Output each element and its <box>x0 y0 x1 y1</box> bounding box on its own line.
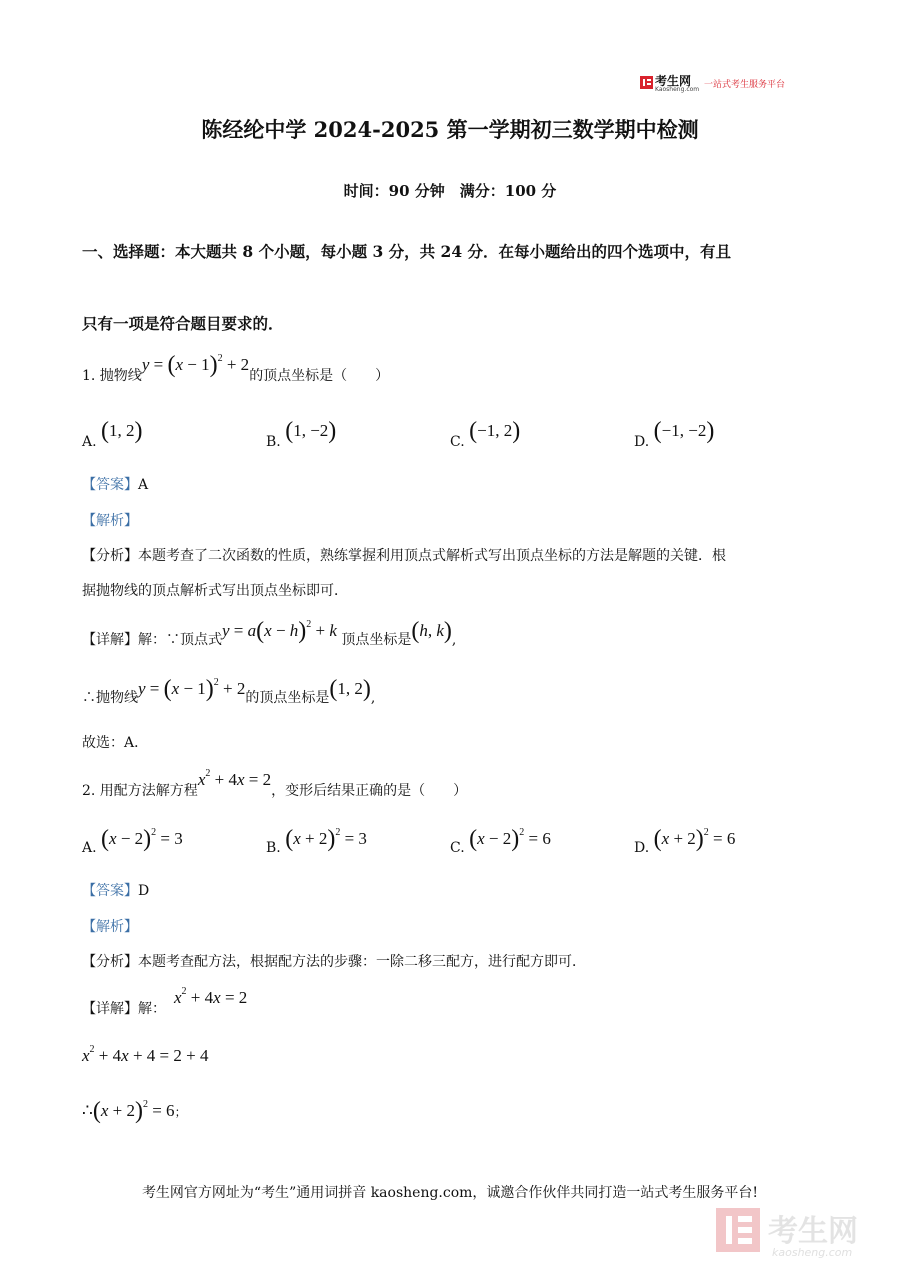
q2-option-c-value: $(x - 2)^2 = 6$ <box>469 826 551 852</box>
q2-stem <box>82 768 468 800</box>
q2-equation: $x^2 + 4x = 2$ <box>197 768 272 789</box>
q2-detail-eq3: ∴(x + 2)$^2$ = 6； <box>82 1098 187 1124</box>
q1-analysis-intro-label: 【分析】 <box>82 548 138 564</box>
q1-equation: $y = (x - 1)^2 + 2$ <box>141 352 250 378</box>
page-footer: 考生网官方网址为“考生”通用词拼音 kaosheng.com，诚邀合作伙伴共同打造一站式考生服务平台! <box>141 1185 759 1201</box>
q1-analysis-text1: 本题考查了二次函数的性质，熟练掌握利用顶点式解析式写出顶点坐标的方法是解题的关键．根 <box>138 548 726 564</box>
q1-option-a-label: A. <box>82 434 97 450</box>
q2-option-d <box>634 826 736 856</box>
q2-detail-eq2: $x^2 + 4x + 4 = 2 + 4$ <box>82 1044 209 1065</box>
section-heading-line2: 只有一项是符合题目要求的． <box>82 314 284 333</box>
section-heading-line1: 一、选择题：本大题共 8 个小题，每小题 3 分，共 24 分．在每小题给出的四个选项中，有且 <box>82 242 732 261</box>
q2-option-d-label: D. <box>634 840 650 856</box>
q1-analysis-label: 【解析】 <box>82 513 138 529</box>
brand-header <box>640 72 786 93</box>
page-title: 陈经纶中学 2024-2025 第一学期初三数学期中检测 <box>201 117 699 142</box>
q1-option-c <box>450 418 521 450</box>
q1-answer-value: A <box>138 477 149 493</box>
watermark <box>716 1206 896 1266</box>
q1-stem <box>82 352 390 389</box>
q1-prefix: 1. 抛物线 <box>82 368 142 384</box>
q1-answer <box>82 474 148 494</box>
q1-option-a-value: (1, 2) <box>101 418 143 444</box>
q1-detail-result: (1, 2) <box>329 676 371 702</box>
q1-suffix: 的顶点坐标是（ ） <box>249 368 390 384</box>
q1-analysis-line2: 据抛物线的顶点解析式写出顶点坐标即可． <box>82 583 348 599</box>
q2-analysis-label: 【解析】 <box>82 919 138 935</box>
brand-slogan: 一站式考生服务平台 <box>704 80 786 90</box>
q1-detail-vertex-form: $y = a(x - h)^2 + k$ <box>222 618 337 644</box>
q1-detail-line2: ∴抛物线$y = (x - 1)^2 + 2$的顶点坐标是(1, 2), <box>82 676 376 706</box>
brand-name: 考生网 <box>655 74 692 88</box>
q2-analysis-line1 <box>82 951 586 971</box>
watermark-name: 考生网 <box>768 1214 858 1249</box>
q2-option-b-value: $(x + 2)^2 = 3$ <box>285 826 367 852</box>
q1-detail-d: 的顶点坐标是 <box>245 690 330 706</box>
q1-detail-parabola: $y = (x - 1)^2 + 2$ <box>138 676 246 702</box>
page-subtitle: 时间：90 分钟 满分：100 分 <box>343 182 557 200</box>
q1-option-c-value: (−1, 2) <box>469 418 521 444</box>
q2-answer <box>82 880 149 900</box>
q1-answer-label: 【答案】 <box>82 477 138 493</box>
q2-detail-line1 <box>82 986 248 1018</box>
q2-option-a-label: A. <box>82 840 97 856</box>
q1-option-d-label: D. <box>634 434 650 450</box>
watermark-domain: kaosheng.com <box>772 1246 853 1259</box>
q1-detail-c: ∴抛物线 <box>82 690 138 706</box>
q2-option-d-value: $(x + 2)^2 = 6$ <box>653 826 736 852</box>
q1-option-d <box>634 418 715 450</box>
q1-choose: 故选：A． <box>82 735 149 751</box>
q1-detail-a: 解：∵顶点式 <box>138 632 222 648</box>
q1-option-b <box>266 418 337 450</box>
q1-detail-b: 顶点坐标是 <box>341 632 412 648</box>
q2-suffix: ，变形后结果正确的是（ ） <box>271 783 468 799</box>
q2-detail-eq1: $x^2 + 4x = 2$ <box>174 986 248 1007</box>
brand-domain: Kaosheng.com <box>655 86 700 93</box>
q2-option-b <box>266 826 367 856</box>
q1-option-d-value: (−1, −2) <box>653 418 715 444</box>
q2-prefix: 2. 用配方法解方程 <box>82 783 198 799</box>
watermark-logo-icon <box>716 1208 760 1252</box>
q2-option-a-value: $(x - 2)^2 = 3$ <box>101 826 183 852</box>
q1-option-b-label: B. <box>266 434 281 450</box>
q1-detail-line1: 【详解】解：∵顶点式$y = a(x - h)^2 + k$ 顶点坐标是(h, k), <box>82 618 457 648</box>
q1-analysis-line1 <box>82 545 726 565</box>
q2-detail-label: 【详解】 <box>82 1001 138 1017</box>
q1-option-c-label: C. <box>450 434 465 450</box>
q2-option-a <box>82 826 183 856</box>
q2-answer-value: D <box>138 883 150 899</box>
q2-option-b-label: B. <box>266 840 281 856</box>
q1-detail-vertex: (h, k) <box>411 618 452 644</box>
q2-answer-label: 【答案】 <box>82 883 138 899</box>
q2-analysis-text1: 本题考查配方法，根据配方法的步骤：一除二移三配方，进行配方即可． <box>138 954 586 970</box>
q1-detail-label: 【详解】 <box>82 632 138 648</box>
q2-option-c <box>450 826 551 856</box>
q2-option-c-label: C. <box>450 840 465 856</box>
q1-option-b-value: (1, −2) <box>285 418 337 444</box>
q1-option-a <box>82 418 143 450</box>
q2-analysis-intro-label: 【分析】 <box>82 954 138 970</box>
q2-detail-a: 解： <box>138 1001 166 1017</box>
